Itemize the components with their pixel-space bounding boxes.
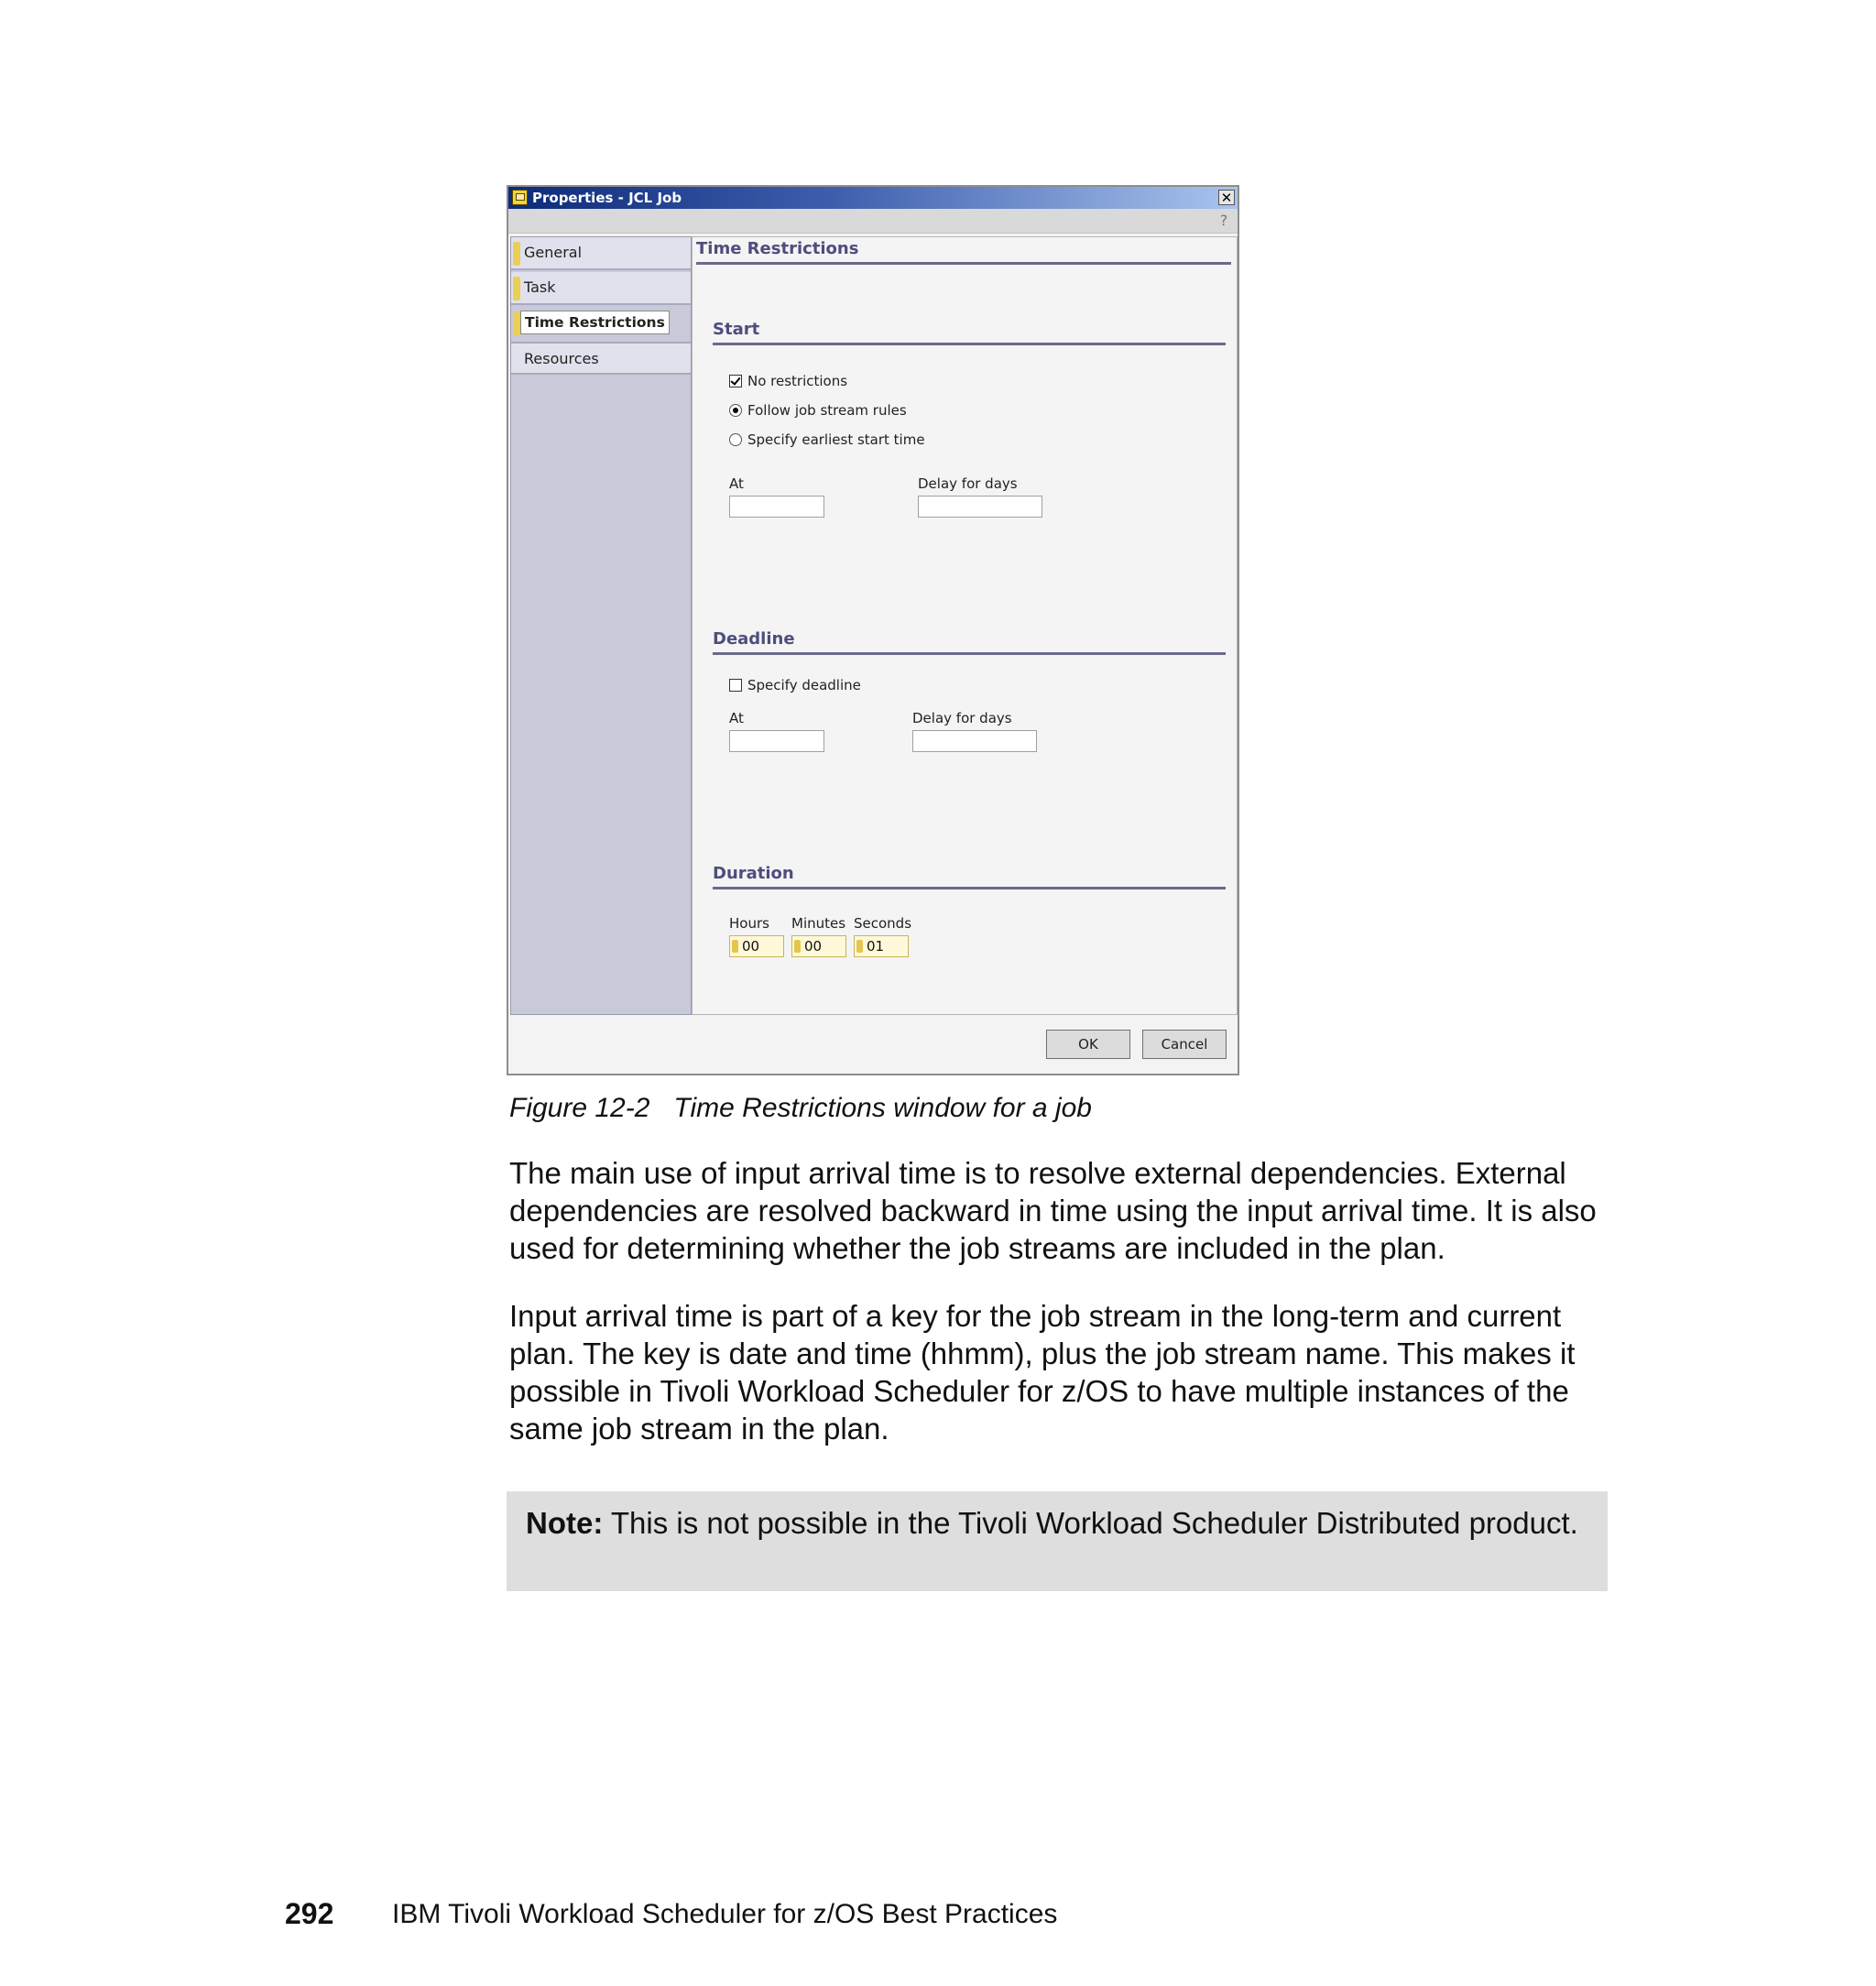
property-nav bbox=[510, 236, 692, 1015]
note-label: Note: bbox=[526, 1506, 604, 1540]
figure-caption bbox=[509, 1093, 1092, 1124]
nav-item-time-restrictions[interactable]: Time Restrictions bbox=[511, 307, 691, 340]
close-button[interactable]: ✕ bbox=[1218, 190, 1235, 205]
follow-rules-radio[interactable] bbox=[729, 404, 742, 417]
window-title: Properties - JCL Job bbox=[532, 190, 682, 206]
hours-spinner[interactable]: 00 bbox=[729, 935, 784, 957]
seconds-label: Seconds bbox=[854, 915, 912, 932]
nav-item-resources[interactable]: Resources bbox=[511, 342, 691, 375]
start-at-input[interactable] bbox=[729, 496, 824, 518]
time-restrictions-panel bbox=[692, 236, 1238, 1015]
specify-earliest-label: Specify earliest start time bbox=[747, 431, 925, 448]
body-paragraph: Input arrival time is part of a key for the job stream in the long-term and current plan. The key is date and time (hhmm), plus the job stream name. This makes it possible in Tivoli Workload Scheduler for z/OS to have multiple instances of the same job stream in the plan. bbox=[509, 1299, 1576, 1446]
help-icon[interactable]: ? bbox=[1219, 212, 1228, 229]
specify-deadline-checkbox[interactable] bbox=[729, 679, 742, 692]
start-delay-label: Delay for days bbox=[918, 475, 1018, 492]
seconds-spinner[interactable]: 01 bbox=[854, 935, 909, 957]
minutes-spinner[interactable]: 00 bbox=[791, 935, 846, 957]
specify-earliest-radio[interactable] bbox=[729, 433, 742, 446]
body-paragraph: The main use of input arrival time is to resolve external dependencies. External dependencies are resolved backward in time using the input arrival time. It is also used for determining whether the job streams are included in the plan. bbox=[509, 1156, 1597, 1265]
page-number: 292 bbox=[285, 1897, 334, 1930]
properties-window bbox=[507, 185, 1239, 1075]
help-toolbar bbox=[508, 209, 1238, 234]
note-box bbox=[507, 1491, 1608, 1591]
minutes-label: Minutes bbox=[791, 915, 846, 932]
deadline-delay-label: Delay for days bbox=[912, 710, 1012, 726]
follow-rules-label: Follow job stream rules bbox=[747, 402, 907, 419]
hours-label: Hours bbox=[729, 915, 769, 932]
dialog-footer bbox=[508, 1017, 1238, 1074]
start-at-label: At bbox=[729, 475, 744, 492]
window-titlebar[interactable] bbox=[508, 187, 1238, 209]
specify-deadline-label: Specify deadline bbox=[747, 677, 861, 693]
deadline-delay-input[interactable] bbox=[912, 730, 1037, 752]
required-marker-icon bbox=[513, 311, 520, 335]
duration-section-title: Duration bbox=[713, 864, 1226, 889]
no-restrictions-checkbox[interactable] bbox=[729, 375, 742, 387]
deadline-section-title: Deadline bbox=[713, 629, 1226, 655]
ok-button[interactable]: OK bbox=[1046, 1030, 1130, 1059]
no-restrictions-label: No restrictions bbox=[747, 373, 848, 389]
required-marker-icon bbox=[513, 277, 520, 300]
nav-item-general[interactable]: General bbox=[511, 237, 691, 270]
start-section-title: Start bbox=[713, 320, 1226, 345]
required-marker-icon bbox=[513, 242, 520, 266]
note-text: This is not possible in the Tivoli Workload Scheduler Distributed product. bbox=[603, 1506, 1578, 1540]
job-icon bbox=[512, 190, 528, 205]
panel-title: Time Restrictions bbox=[696, 239, 1231, 265]
deadline-at-input[interactable] bbox=[729, 730, 824, 752]
book-title: IBM Tivoli Workload Scheduler for z/OS Best Practices bbox=[392, 1899, 1058, 1929]
nav-item-task[interactable]: Task bbox=[511, 272, 691, 305]
figure-number: Figure 12-2 bbox=[509, 1093, 650, 1123]
deadline-at-label: At bbox=[729, 710, 744, 726]
cancel-button[interactable]: Cancel bbox=[1142, 1030, 1227, 1059]
figure-caption-text: Time Restrictions window for a job bbox=[673, 1093, 1092, 1123]
start-delay-input[interactable] bbox=[918, 496, 1042, 518]
